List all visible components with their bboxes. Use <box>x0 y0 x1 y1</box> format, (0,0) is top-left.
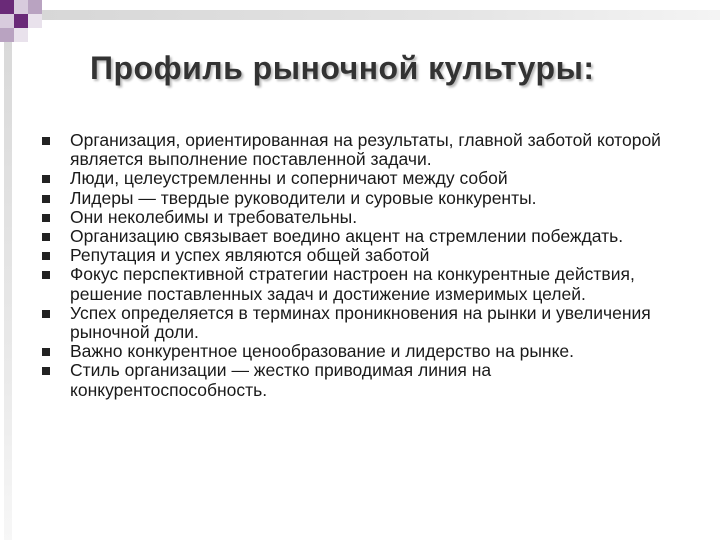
list-item <box>40 227 680 246</box>
list-item <box>40 342 680 361</box>
bullet-text: Успех определяется в терминах проникновения на рынки и увеличения рыночной доли. <box>70 302 651 343</box>
bullet-text: Организация, ориентированная на результаты, главной заботой которой является выполнение поставленной задачи. <box>70 130 661 170</box>
list-item <box>40 246 680 265</box>
square-bullet-icon <box>42 214 50 222</box>
corner-decoration <box>0 0 80 60</box>
square-bullet-icon <box>42 233 50 241</box>
square-bullet-icon <box>42 195 50 203</box>
list-item <box>40 208 680 227</box>
bullet-text: Они неколебимы и требовательны. <box>70 206 358 227</box>
list-item <box>40 265 680 303</box>
square-bullet-icon <box>42 310 50 318</box>
left-divider <box>4 42 12 540</box>
square-bullet-icon <box>42 367 50 375</box>
slide-title: Профиль рыночной культуры: <box>90 50 595 86</box>
bullet-text: Стиль организации — жестко приводимая линия на конкурентоспособность. <box>70 360 492 400</box>
bullet-text: Репутация и успех являются общей заботой <box>70 245 430 266</box>
square-bullet-icon <box>42 271 50 279</box>
square-bullet-icon <box>42 348 50 356</box>
square-bullet-icon <box>42 252 50 260</box>
bullet-list <box>40 131 680 400</box>
list-item <box>40 131 680 169</box>
bullet-text: Организацию связывает воедино акцент на стремлении побеждать. <box>70 226 624 247</box>
bullet-text: Фокус перспективной стратегии настроен на конкурентные действия, решение поставленных задач и достижение измеримых целей. <box>70 264 635 304</box>
bullet-text: Лидеры — твердые руководители и суровые конкуренты. <box>70 187 537 208</box>
list-item <box>40 361 680 399</box>
square-bullet-icon <box>42 137 50 145</box>
top-divider <box>42 10 720 20</box>
bullet-text: Люди, целеустремленны и соперничают между собой <box>70 168 508 189</box>
square-bullet-icon <box>42 175 50 183</box>
list-item <box>40 189 680 208</box>
list-item <box>40 169 680 188</box>
bullet-text: Важно конкурентное ценообразование и лидерство на рынке. <box>70 341 575 362</box>
list-item <box>40 304 680 342</box>
